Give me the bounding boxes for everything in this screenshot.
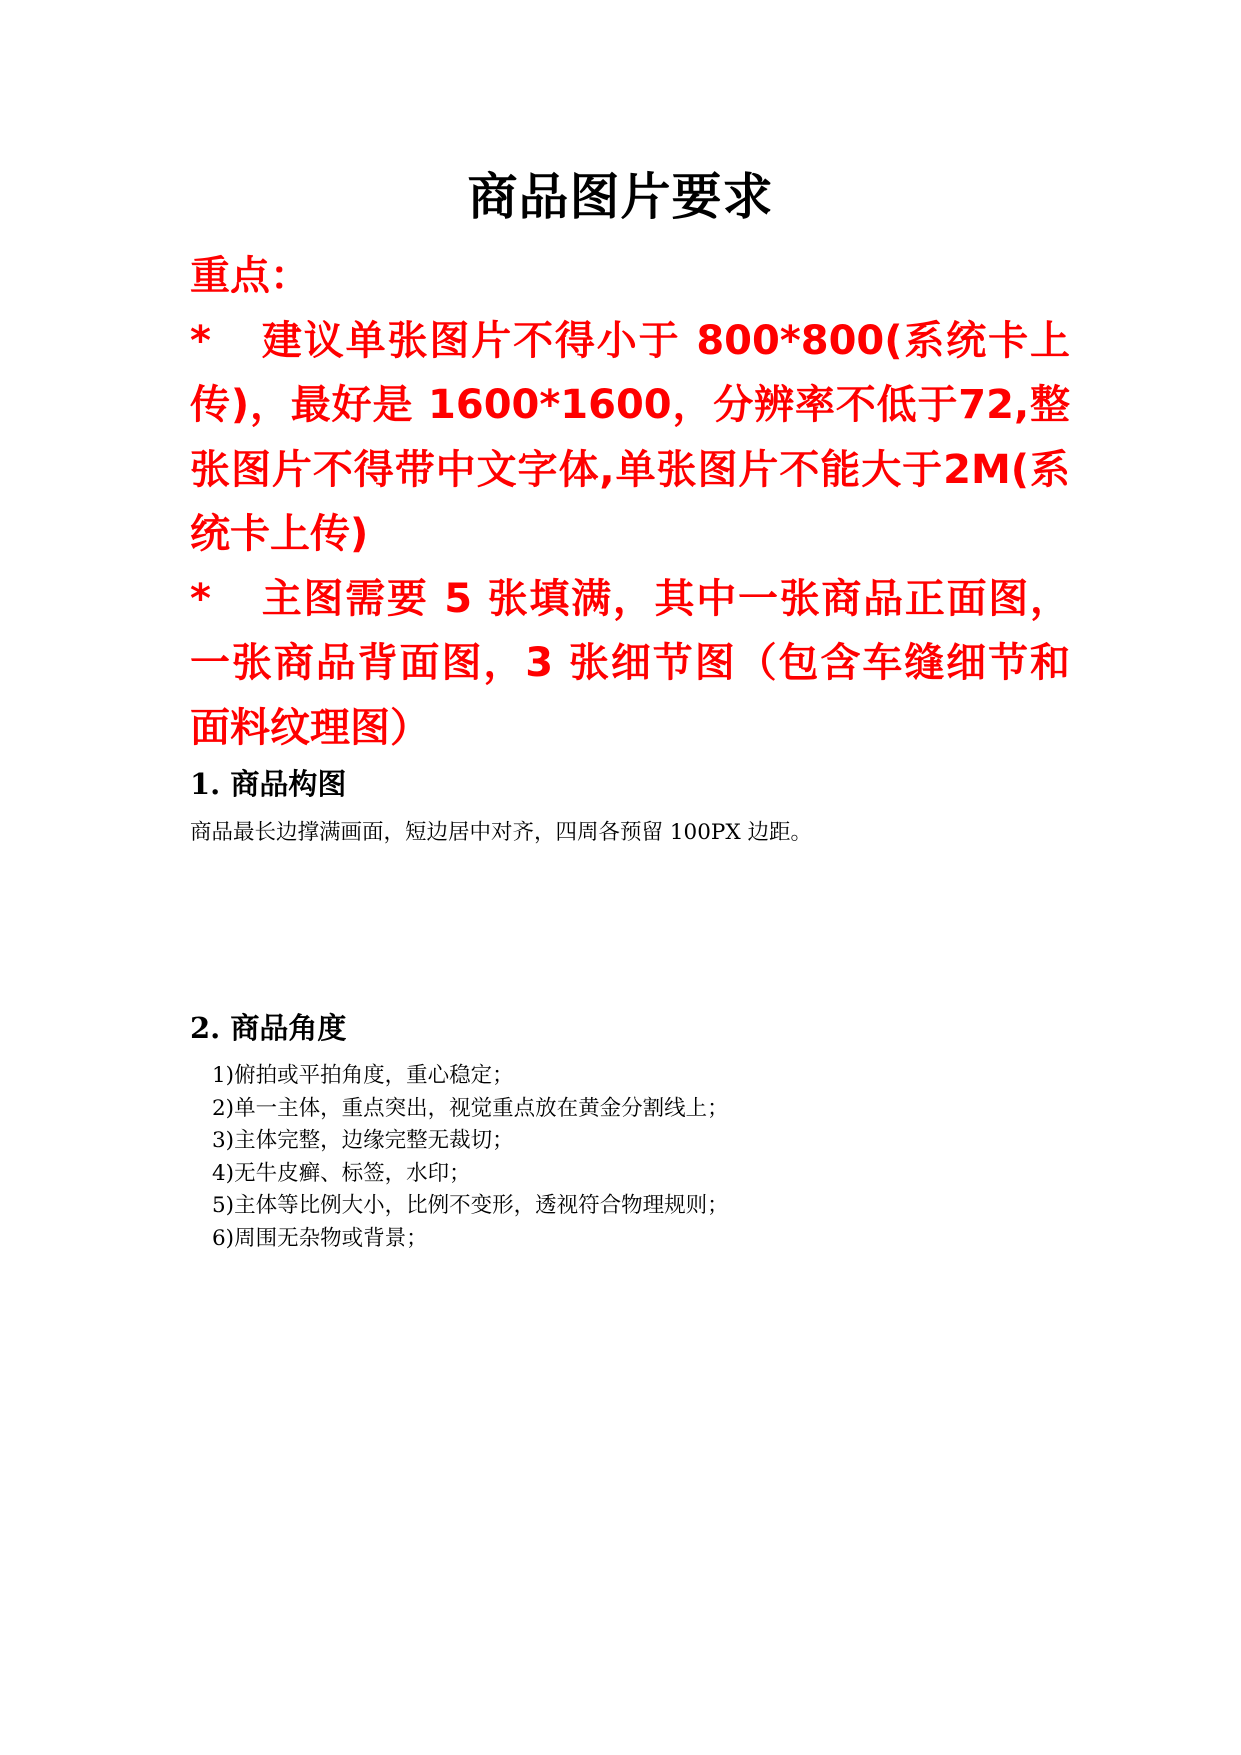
bullet-marker: * <box>190 575 211 622</box>
list-item: 2)单一主体，重点突出，视觉重点放在黄金分割线上； <box>212 1095 729 1121</box>
list-item: 6)周围无杂物或背景； <box>212 1225 428 1251</box>
list-item: 5)主体等比例大小，比例不变形，透视符合物理规则； <box>212 1193 729 1218</box>
bullet-marker: * <box>190 317 211 364</box>
document-title: 商品图片要求 <box>467 167 774 226</box>
key-point-1 <box>190 309 1070 567</box>
section-body-composition: 商品最长边撑满画面，短边居中对齐，四周各预留 100PX 边距。 <box>190 820 812 845</box>
list-item: 3)主体完整，边缘完整无裁切； <box>212 1128 514 1153</box>
section-heading-composition: 1. 商品构图 <box>190 767 347 801</box>
angle-requirements-list <box>212 1060 729 1255</box>
key-points-block <box>190 244 1070 760</box>
key-point-2 <box>190 567 1070 761</box>
list-item: 1)俯拍或平拍角度，重心稳定； <box>212 1063 514 1088</box>
key-points-heading: 重点： <box>190 253 310 299</box>
key-point-text: 主图需要 5 张填满，其中一张商品正面图，一张商品背面图，3 张细节图（包含车缝细节和面料纹理图） <box>190 575 1070 751</box>
list-item: 4)无牛皮癣、标签，水印； <box>212 1160 471 1186</box>
key-point-text: 建议单张图片不得小于 800*800(系统卡上传)，最好是 1600*1600，分辨率不低于72,整张图片不得带中文字体,单张图片不能大于2M(系统卡上传) <box>190 317 1070 557</box>
section-heading-angle: 2. 商品角度 <box>190 1011 347 1045</box>
